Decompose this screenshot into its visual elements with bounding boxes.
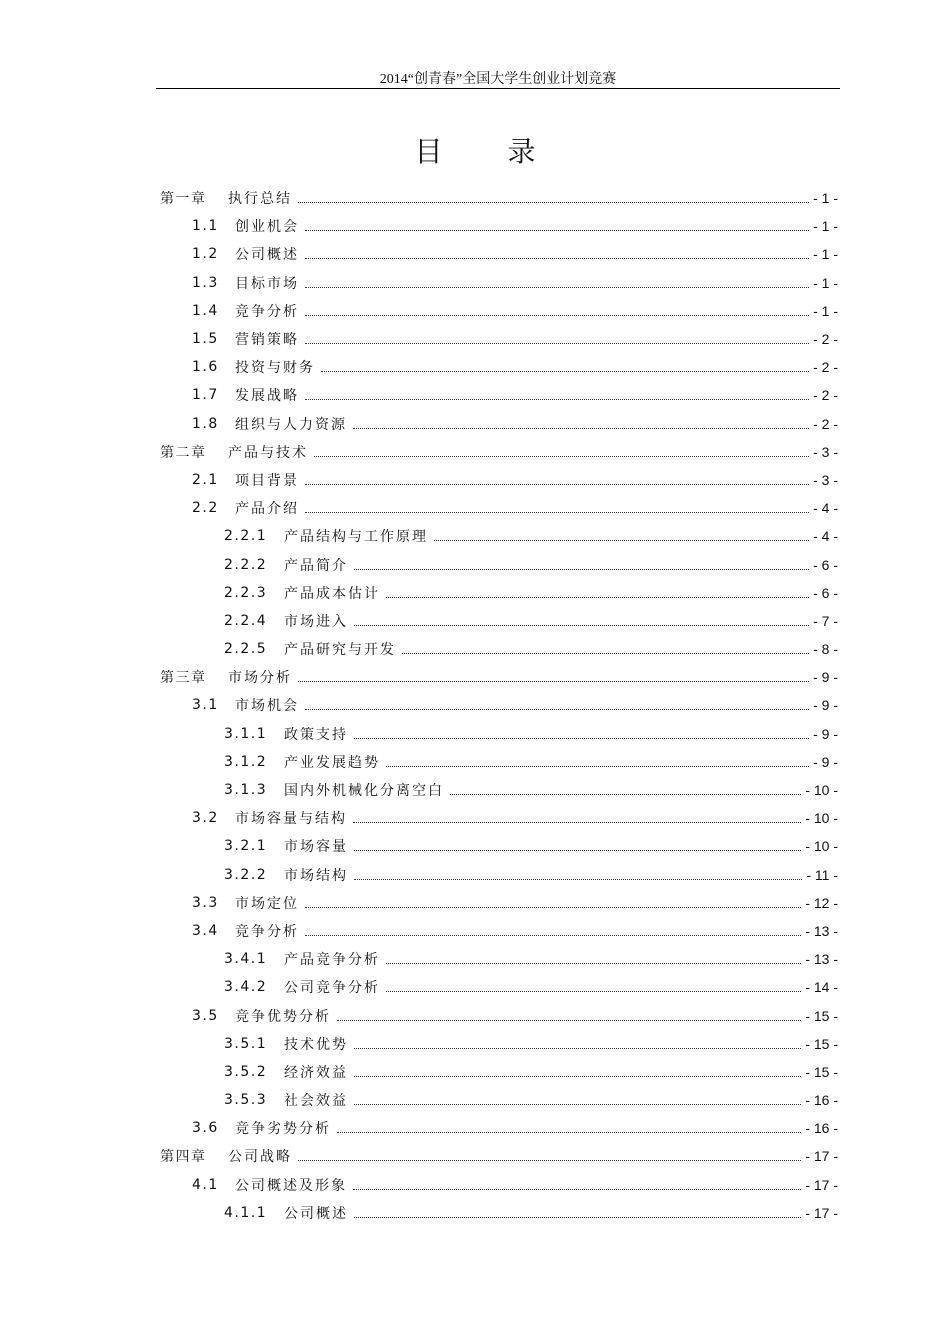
- toc-entry-label: 产品结构与工作原理: [284, 529, 428, 546]
- toc-entry[interactable]: [160, 832, 838, 860]
- toc-entry-label: 投资与财务: [235, 360, 315, 377]
- toc-entry-number: 第二章: [160, 444, 207, 461]
- toc-entry-page: - 4 -: [813, 500, 838, 517]
- toc-entry-page: - 3 -: [813, 443, 838, 460]
- toc-dot-leader: [305, 229, 809, 231]
- toc-entry-number: 2.2.1: [224, 528, 268, 545]
- toc-entry-page: - 15 -: [805, 1007, 838, 1024]
- toc-entry-label: 市场进入: [284, 613, 348, 630]
- toc-entry-label: 经济效益: [284, 1064, 348, 1081]
- page-header: 2014“创青春”全国大学生创业计划竞赛: [379, 72, 617, 87]
- toc-entry-number: 3.5.1: [224, 1035, 268, 1052]
- toc-entry-number: 4.1: [192, 1176, 219, 1193]
- toc-entry[interactable]: [160, 466, 838, 494]
- toc-dot-leader: [353, 1188, 801, 1190]
- toc-entry-label: 市场分析: [228, 670, 292, 687]
- toc-entry[interactable]: [160, 1114, 838, 1142]
- toc-entry-page: - 4 -: [813, 528, 838, 545]
- toc-entry-number: 2.2.3: [224, 584, 268, 601]
- toc-entry-page: - 8 -: [813, 641, 838, 658]
- toc-entry-page: - 1 -: [813, 302, 838, 319]
- toc-entry-number: 3.3: [192, 894, 219, 911]
- toc-dot-leader: [354, 849, 801, 851]
- toc-entry-label: 竞争分析: [235, 923, 299, 940]
- toc-entry-number: 3.2.1: [224, 838, 268, 855]
- toc-entry-label: 竞争劣势分析: [235, 1121, 331, 1138]
- toc-entry-label: 产品研究与开发: [284, 642, 396, 659]
- toc-entry-label: 技术优势: [284, 1036, 348, 1053]
- toc-entry-page: - 2 -: [813, 415, 838, 432]
- toc-entry-label: 执行总结: [228, 191, 292, 208]
- toc-entry-label: 竞争分析: [235, 303, 299, 320]
- toc-dot-leader: [337, 1131, 801, 1133]
- toc-entry[interactable]: [160, 945, 838, 973]
- toc-entry-number: 3.4.1: [224, 951, 268, 968]
- toc-dot-leader: [386, 596, 809, 598]
- toc-entry-number: 第四章: [160, 1149, 207, 1166]
- toc-entry-page: - 3 -: [813, 471, 838, 488]
- toc-entry-number: 3.1.2: [224, 753, 268, 770]
- toc-entry-label: 目标市场: [235, 275, 299, 292]
- toc-entry-label: 市场容量与结构: [235, 811, 347, 828]
- toc-entry-label: 市场定位: [235, 895, 299, 912]
- toc-entry[interactable]: [160, 494, 838, 522]
- toc-entry-number: 3.1.3: [224, 782, 268, 799]
- toc-entry[interactable]: [160, 325, 838, 353]
- toc-entry-page: - 16 -: [805, 1120, 838, 1137]
- toc-entry-number: 第一章: [160, 191, 207, 208]
- toc-entry-label: 项目背景: [235, 472, 299, 489]
- toc-entry-page: - 9 -: [813, 697, 838, 714]
- toc-entry-page: - 14 -: [805, 979, 838, 996]
- toc-entry-number: 3.2: [192, 810, 219, 827]
- toc-entry-label: 营销策略: [235, 332, 299, 349]
- toc-dot-leader: [354, 624, 809, 626]
- toc-entry-page: - 9 -: [813, 669, 838, 686]
- toc-dot-leader: [298, 201, 809, 203]
- toc-dot-leader: [305, 257, 809, 259]
- toc-entry-label: 产业发展趋势: [284, 754, 380, 771]
- toc-entry-number: 3.4: [192, 922, 219, 939]
- toc-entry-number: 3.6: [192, 1120, 219, 1137]
- toc-entry-label: 市场容量: [284, 839, 348, 856]
- toc-entry[interactable]: [160, 1086, 838, 1114]
- toc-dot-leader: [305, 286, 809, 288]
- toc-entry-label: 竞争优势分析: [235, 1008, 331, 1025]
- toc-dot-leader: [354, 568, 809, 570]
- toc-dot-leader: [354, 737, 809, 739]
- toc-entry-page: - 12 -: [805, 894, 838, 911]
- toc-entry-number: 2.2: [192, 500, 219, 517]
- toc-entry-number: 1.1: [192, 218, 219, 235]
- toc-entry-label: 发展战略: [235, 388, 299, 405]
- toc-entry[interactable]: [160, 438, 838, 466]
- toc-entry[interactable]: [160, 917, 838, 945]
- toc-dot-leader: [314, 455, 809, 457]
- toc-entry[interactable]: [160, 1030, 838, 1058]
- toc-entry-label: 产品与技术: [228, 444, 308, 461]
- toc-entry-number: 第三章: [160, 670, 207, 687]
- toc-entry-page: - 6 -: [813, 556, 838, 573]
- toc-entry[interactable]: [160, 804, 838, 832]
- toc-entry-page: - 7 -: [813, 612, 838, 629]
- toc-dot-leader: [353, 427, 809, 429]
- toc-entry[interactable]: [160, 240, 838, 268]
- toc-dot-leader: [305, 342, 809, 344]
- toc-dot-leader: [305, 906, 801, 908]
- toc-entry[interactable]: [160, 607, 838, 635]
- toc-entry-page: - 13 -: [805, 951, 838, 968]
- toc-entry-label: 公司战略: [228, 1149, 292, 1166]
- toc-entry[interactable]: [160, 635, 838, 663]
- toc-entry-page: - 10 -: [805, 838, 838, 855]
- toc-entry[interactable]: [160, 1142, 838, 1170]
- toc-entry[interactable]: [160, 410, 838, 438]
- toc-entry-label: 产品竞争分析: [284, 952, 380, 969]
- toc-entry[interactable]: [160, 297, 838, 325]
- toc-dot-leader: [305, 934, 801, 936]
- toc-entry-number: 3.1: [192, 697, 219, 714]
- toc-dot-leader: [402, 652, 809, 654]
- toc-dot-leader: [354, 1075, 801, 1077]
- toc-entry[interactable]: [160, 1001, 838, 1029]
- toc-entry-number: 3.5.3: [224, 1092, 268, 1109]
- toc-entry-page: - 1 -: [813, 274, 838, 291]
- table-of-contents: [160, 184, 838, 1227]
- toc-entry-label: 创业机会: [235, 219, 299, 236]
- toc-entry-number: 2.1: [192, 471, 219, 488]
- toc-entry-page: - 10 -: [805, 782, 838, 799]
- toc-entry-number: 1.6: [192, 359, 219, 376]
- header-rule: [156, 88, 840, 89]
- toc-entry-number: 1.7: [192, 387, 219, 404]
- toc-entry[interactable]: [160, 381, 838, 409]
- toc-dot-leader: [353, 821, 801, 823]
- toc-entry[interactable]: [160, 720, 838, 748]
- toc-entry-page: - 2 -: [813, 331, 838, 348]
- toc-entry[interactable]: [160, 353, 838, 381]
- toc-entry[interactable]: [160, 861, 838, 889]
- toc-entry-page: - 1 -: [813, 246, 838, 263]
- toc-entry-number: 3.5: [192, 1007, 219, 1024]
- toc-entry-label: 市场结构: [284, 867, 348, 884]
- toc-entry[interactable]: [160, 691, 838, 719]
- toc-entry-number: 2.2.5: [224, 641, 268, 658]
- toc-entry-page: - 11 -: [806, 866, 838, 883]
- toc-dot-leader: [305, 708, 809, 710]
- toc-entry-number: 1.3: [192, 274, 219, 291]
- toc-entry-label: 公司概述及形象: [235, 1177, 347, 1194]
- toc-entry-page: - 2 -: [813, 387, 838, 404]
- toc-entry-page: - 9 -: [813, 725, 838, 742]
- toc-entry-page: - 9 -: [813, 753, 838, 770]
- toc-dot-leader: [298, 1159, 801, 1161]
- toc-entry-label: 组织与人力资源: [235, 416, 347, 433]
- toc-entry-label: 产品简介: [284, 557, 348, 574]
- toc-entry-page: - 15 -: [805, 1035, 838, 1052]
- toc-entry-page: - 6 -: [813, 584, 838, 601]
- toc-entry-number: 2.2.4: [224, 612, 268, 629]
- toc-entry-page: - 13 -: [805, 922, 838, 939]
- toc-entry-label: 社会效益: [284, 1093, 348, 1110]
- toc-entry-number: 2.2.2: [224, 556, 268, 573]
- toc-entry[interactable]: [160, 212, 838, 240]
- toc-entry[interactable]: [160, 522, 838, 550]
- toc-entry-page: - 1 -: [813, 190, 838, 207]
- toc-dot-leader: [298, 680, 809, 682]
- toc-dot-leader: [321, 370, 809, 372]
- toc-entry-page: - 16 -: [805, 1092, 838, 1109]
- toc-entry[interactable]: [160, 663, 838, 691]
- toc-entry-number: 3.4.2: [224, 979, 268, 996]
- toc-entry-page: - 17 -: [805, 1176, 838, 1193]
- toc-entry[interactable]: [160, 184, 838, 212]
- toc-dot-leader: [354, 878, 802, 880]
- toc-entry[interactable]: [160, 550, 838, 578]
- toc-entry-number: 1.5: [192, 331, 219, 348]
- toc-entry-page: - 10 -: [805, 810, 838, 827]
- toc-entry[interactable]: [160, 776, 838, 804]
- toc-entry-label: 市场机会: [235, 698, 299, 715]
- toc-entry-number: 4.1.1: [224, 1204, 268, 1221]
- toc-entry-page: - 17 -: [805, 1148, 838, 1165]
- toc-entry-label: 产品成本估计: [284, 585, 380, 602]
- toc-entry[interactable]: [160, 973, 838, 1001]
- toc-dot-leader: [434, 539, 809, 541]
- toc-entry-label: 公司竞争分析: [284, 980, 380, 997]
- toc-dot-leader: [305, 483, 809, 485]
- toc-dot-leader: [305, 511, 809, 513]
- toc-dot-leader: [305, 314, 809, 316]
- toc-entry[interactable]: [160, 1171, 838, 1199]
- toc-dot-leader: [386, 765, 809, 767]
- toc-entry-label: 公司概述: [235, 247, 299, 264]
- toc-title: 目 录: [414, 135, 564, 168]
- toc-entry[interactable]: [160, 579, 838, 607]
- toc-dot-leader: [354, 1216, 801, 1218]
- toc-dot-leader: [450, 793, 801, 795]
- toc-entry-number: 3.5.2: [224, 1063, 268, 1080]
- toc-entry-page: - 15 -: [805, 1063, 838, 1080]
- toc-entry[interactable]: [160, 269, 838, 297]
- toc-entry-number: 3.2.2: [224, 866, 268, 883]
- toc-dot-leader: [386, 990, 801, 992]
- toc-dot-leader: [354, 1047, 801, 1049]
- toc-dot-leader: [337, 1019, 801, 1021]
- toc-entry[interactable]: [160, 1058, 838, 1086]
- toc-entry-label: 国内外机械化分离空白: [284, 783, 444, 800]
- toc-entry[interactable]: [160, 748, 838, 776]
- toc-entry-number: 1.8: [192, 415, 219, 432]
- toc-entry-page: - 1 -: [813, 218, 838, 235]
- toc-entry-page: - 2 -: [813, 359, 838, 376]
- toc-dot-leader: [386, 962, 801, 964]
- toc-entry-label: 公司概述: [284, 1205, 348, 1222]
- toc-entry-number: 3.1.1: [224, 725, 268, 742]
- toc-entry[interactable]: [160, 889, 838, 917]
- toc-entry-number: 1.4: [192, 302, 219, 319]
- toc-dot-leader: [305, 398, 809, 400]
- toc-entry-page: - 17 -: [805, 1204, 838, 1221]
- toc-entry[interactable]: [160, 1199, 838, 1227]
- toc-entry-number: 1.2: [192, 246, 219, 263]
- toc-dot-leader: [354, 1103, 801, 1105]
- toc-entry-label: 政策支持: [284, 726, 348, 743]
- toc-entry-label: 产品介绍: [235, 501, 299, 518]
